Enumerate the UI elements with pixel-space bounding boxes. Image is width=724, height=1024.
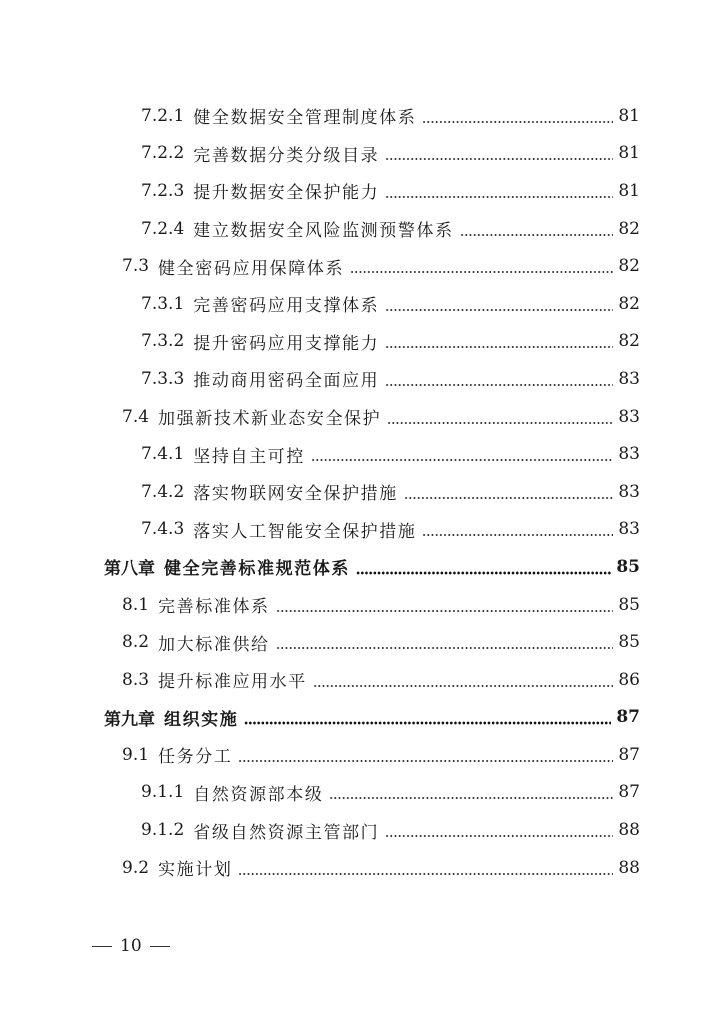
- toc-entry[interactable]: [0, 323, 724, 361]
- toc-entry-title: 自然资源部本级: [193, 784, 324, 805]
- toc-entry-number: 7.3.2: [141, 331, 185, 352]
- toc-entry-page: 85: [618, 594, 640, 615]
- toc-dot-leader: [385, 194, 613, 199]
- toc-entry[interactable]: [0, 849, 724, 887]
- toc-entry-page: 87: [618, 782, 640, 803]
- toc-dot-leader: [244, 721, 611, 726]
- toc-entry-number: 第九章: [104, 709, 155, 730]
- toc-entry-page: 82: [618, 256, 640, 277]
- toc-entry-page: 82: [618, 293, 640, 314]
- toc-entry-title: 省级自然资源主管部门: [193, 822, 380, 843]
- toc-entry-title: 健全数据安全管理制度体系: [193, 108, 417, 129]
- toc-entry-page: 86: [618, 669, 640, 690]
- toc-entry[interactable]: [0, 473, 724, 511]
- toc-dot-leader: [460, 232, 614, 237]
- toc-dot-leader: [404, 495, 613, 500]
- toc-entry-title: 落实物联网安全保护措施: [193, 484, 398, 505]
- footer-dash-left: [92, 946, 112, 947]
- toc-entry-title: 完善标准体系: [158, 597, 270, 618]
- toc-entry-title: 健全完善标准规范体系: [164, 559, 350, 580]
- toc-entry-title: 组织实施: [164, 709, 239, 730]
- toc-entry-title: 推动商用密码全面应用: [193, 371, 380, 392]
- toc-entry[interactable]: [0, 736, 724, 774]
- toc-entry-page: 82: [618, 331, 640, 352]
- footer-dash-right: [150, 946, 170, 947]
- toc-dot-leader: [238, 758, 613, 763]
- toc-dot-leader: [350, 270, 613, 275]
- toc-entry-title: 实施计划: [158, 860, 233, 881]
- toc-entry-page: 87: [618, 744, 640, 765]
- toc-entry-title: 落实人工智能安全保护措施: [193, 521, 417, 542]
- toc-entry[interactable]: [0, 97, 724, 135]
- toc-entry[interactable]: [0, 511, 724, 549]
- toc-dot-leader: [311, 458, 613, 463]
- toc-entry[interactable]: [0, 285, 724, 323]
- toc-entry-page: 87: [616, 707, 640, 728]
- toc-entry-number: 7.4.3: [141, 519, 185, 540]
- toc-dot-leader: [387, 420, 613, 425]
- toc-entry-page: 81: [618, 143, 640, 164]
- toc-entry-page: 88: [618, 857, 640, 878]
- toc-entry[interactable]: [0, 247, 724, 285]
- toc-entry-number: 8.2: [122, 632, 150, 653]
- toc-entry-number: 7.2.4: [141, 218, 185, 239]
- toc-dot-leader: [385, 307, 613, 312]
- toc-entry-page: 83: [618, 481, 640, 502]
- toc-entry-page: 88: [618, 820, 640, 841]
- toc-entry-number: 7.2.1: [141, 105, 185, 126]
- toc-entry-number: 7.3.3: [141, 368, 185, 389]
- toc-entry-number: 7.4: [122, 406, 150, 427]
- toc-entry-page: 85: [616, 556, 640, 577]
- toc-entry-title: 坚持自主可控: [193, 446, 305, 467]
- toc-entry-number: 8.3: [122, 669, 150, 690]
- toc-entry[interactable]: [0, 586, 724, 624]
- page-number: 10: [120, 936, 142, 956]
- toc-entry-title: 提升标准应用水平: [158, 672, 307, 693]
- toc-entry-number: 9.1: [122, 744, 150, 765]
- toc-dot-leader: [276, 608, 614, 613]
- toc-dot-leader: [329, 796, 613, 801]
- toc-dot-leader: [276, 646, 614, 651]
- toc-dot-leader: [422, 533, 613, 538]
- toc-entry-number: 8.1: [122, 594, 150, 615]
- toc-entry-page: 83: [618, 519, 640, 540]
- toc-entry-title: 建立数据安全风险监测预警体系: [193, 221, 454, 242]
- toc-entry-title: 完善数据分类分级目录: [193, 145, 380, 166]
- toc-entry-number: 9.1.2: [141, 820, 185, 841]
- toc-entry-title: 完善密码应用支撑体系: [193, 296, 380, 317]
- toc-entry[interactable]: [0, 435, 724, 473]
- toc-entry[interactable]: [0, 811, 724, 849]
- toc-entry[interactable]: [0, 661, 724, 699]
- toc-entry-page: 81: [618, 105, 640, 126]
- page-footer: [92, 936, 170, 956]
- toc-dot-leader: [385, 382, 613, 387]
- toc-entry-number: 第八章: [104, 559, 155, 580]
- toc-entry-number: 7.3.1: [141, 293, 185, 314]
- toc-entry-number: 7.4.2: [141, 481, 185, 502]
- toc-entry-number: 7.2.3: [141, 180, 185, 201]
- toc-dot-leader: [313, 683, 614, 688]
- toc-chapter-entry[interactable]: [0, 699, 724, 737]
- toc-entry[interactable]: [0, 398, 724, 436]
- toc-entry-title: 健全密码应用保障体系: [158, 258, 345, 279]
- toc-dot-leader: [356, 570, 611, 575]
- toc-entry[interactable]: [0, 774, 724, 812]
- toc-entry-title: 加强新技术新业态安全保护: [158, 409, 382, 430]
- toc-entry-title: 任务分工: [158, 747, 233, 768]
- toc-entry[interactable]: [0, 360, 724, 398]
- toc-dot-leader: [238, 871, 613, 876]
- toc-entry-number: 7.3: [122, 256, 150, 277]
- toc-dot-leader: [385, 345, 613, 350]
- toc-entry-page: 81: [618, 180, 640, 201]
- toc-entry[interactable]: [0, 623, 724, 661]
- toc-dot-leader: [385, 834, 613, 839]
- toc-dot-leader: [385, 157, 613, 162]
- toc-entry[interactable]: [0, 135, 724, 173]
- toc-dot-leader: [422, 119, 613, 124]
- toc-entry-page: 83: [618, 406, 640, 427]
- toc-entry[interactable]: [0, 172, 724, 210]
- table-of-contents: [0, 97, 724, 886]
- toc-entry-number: 7.4.1: [141, 444, 185, 465]
- toc-entry[interactable]: [0, 210, 724, 248]
- toc-entry-page: 83: [618, 444, 640, 465]
- toc-entry-title: 加大标准供给: [158, 634, 270, 655]
- toc-entry-number: 7.2.2: [141, 143, 185, 164]
- toc-entry-page: 82: [618, 218, 640, 239]
- toc-entry-title: 提升密码应用支撑能力: [193, 333, 380, 354]
- toc-chapter-entry[interactable]: [0, 548, 724, 586]
- toc-entry-page: 85: [618, 632, 640, 653]
- toc-entry-page: 83: [618, 368, 640, 389]
- toc-entry-number: 9.2: [122, 857, 150, 878]
- toc-entry-number: 9.1.1: [141, 782, 185, 803]
- toc-entry-title: 提升数据安全保护能力: [193, 183, 380, 204]
